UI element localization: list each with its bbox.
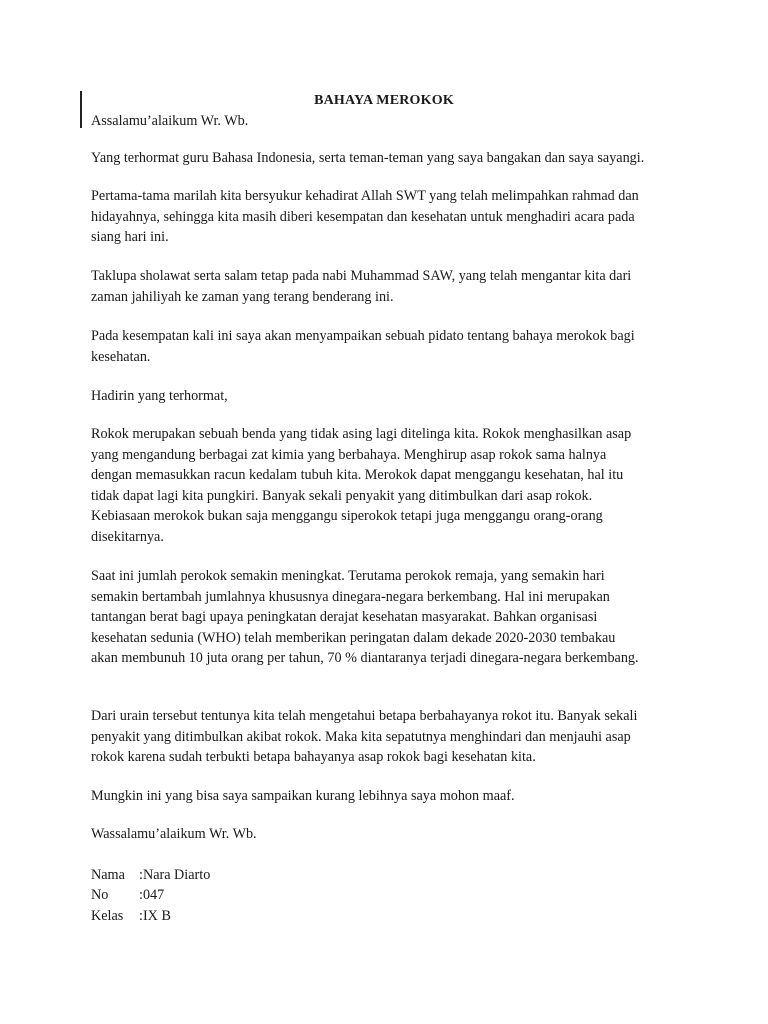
text-line: Yang terhormat guru Bahasa Indonesia, serta teman-teman yang saya bangakan dan saya sayangi. [91,150,645,166]
paragraph-salutation [91,148,691,169]
text-line: akan membunuh 10 juta orang per tahun, 70 % diantaranya terjadi dinegara-negara berkembang. [91,650,639,666]
text-line: Dari urain tersebut tentunya kita telah mengetahui betapa berbahayanya rokot itu. Banyak sekali [91,708,638,724]
identity-row-nama [91,865,210,886]
paragraph-sholawat [91,266,691,307]
identity-label: Nama [91,867,125,883]
text-line: Hadirin yang terhormat, [91,388,228,404]
identity-label: No [91,887,109,903]
text-line: siang hari ini. [91,229,169,245]
text-line: Assalamu’alaikum Wr. Wb. [91,113,249,129]
text-line: rokok karena sudah terbukti betapa bahayanya asap rokok bagi kesehatan kita. [91,749,536,765]
text-line: zaman jahiliyah ke zaman yang terang benderang ini. [91,288,394,305]
paragraph-hadirin [91,386,691,407]
text-line: Taklupa sholawat serta salam tetap pada nabi Muhammad SAW, yang telah mengantar kita dari [91,268,632,284]
text-line: tidak dapat lagi kita pungkiri. Banyak sekali penyakit yang ditimbulkan dari asap rokok. [91,487,593,504]
paragraph-rokok [91,424,691,547]
text-line: Saat ini jumlah perokok semakin meningkat. Terutama perokok remaja, yang semakin hari [91,568,605,584]
identity-row-kelas [91,906,171,927]
text-line: dengan memasukkan racun kedalam tubuh kita. Merokok dapat menggangu kesehatan, hal itu [91,467,624,483]
text-line: yang mengandung berbagai zat kimia yang berbahaya. Menghirup asap rokok sama halnya [91,446,607,463]
text-line: tantangan berat bagi upaya peningkatan derajat kesehatan masyarakat. Bahkan organisasi [91,609,598,625]
paragraph-kesimpulan [91,706,691,768]
identity-value: :Nara Diarto [139,867,211,883]
text-line: penyakit yang ditimbulkan akibat rokok. Maka kita sepatutnya menghindari dan menjauhi asap [91,728,631,745]
paragraph-statistik [91,566,691,669]
identity-row-no [91,885,164,906]
text-line: disekitarnya. [91,528,164,545]
text-line: Wassalamu’alaikum Wr. Wb. [91,826,257,842]
text-line: semakin bertambah jumlahnya khususnya dinegara-negara berkembang. Hal ini merupakan [91,588,610,605]
paragraph-opening [91,186,691,248]
text-line: Kebiasaan merokok bukan saja menggangu siperokok tetapi juga menggangu orang-orang [91,508,603,524]
text-line: Pada kesempatan kali ini saya akan menyampaikan sebuah pidato tentang bahaya merokok bagi [91,328,635,344]
identity-label: Kelas [91,908,124,924]
closing-greeting [91,824,691,845]
identity-value: :IX B [139,908,171,924]
identity-value: :047 [139,887,165,903]
text-line: Pertama-tama marilah kita bersyukur kehadirat Allah SWT yang telah melimpahkan rahmad dan [91,188,639,204]
document-title: BAHAYA MEROKOK [314,93,454,108]
paragraph-intro [91,326,691,367]
text-line: Rokok merupakan sebuah benda yang tidak asing lagi ditelinga kita. Rokok menghasilkan asap [91,426,632,442]
text-line: kesehatan. [91,348,151,365]
greeting [91,111,691,132]
text-line: Mungkin ini yang bisa saya sampaikan kurang lebihnya saya mohon maaf. [91,788,515,804]
text-line: hidayahnya, sehingga kita masih diberi kesempatan dan kesehatan untuk menghadiri acara pada [91,208,635,225]
text-line: kesehatan sedunia (WHO) telah memberikan peringatan dalam dekade 2020-2030 tembakau [91,629,616,646]
paragraph-penutup [91,786,691,807]
